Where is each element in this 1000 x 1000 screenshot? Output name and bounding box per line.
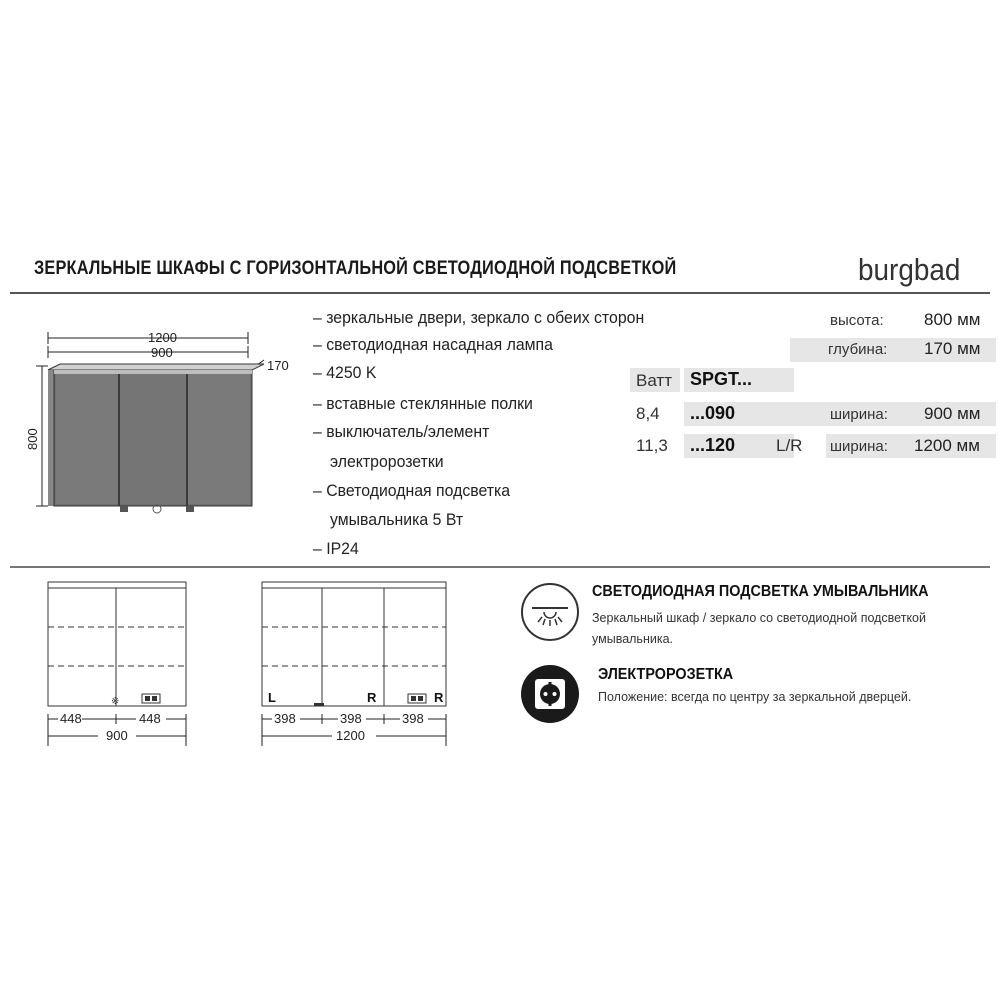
dim-width-outer: 1200 (148, 330, 177, 345)
model-watt: 8,4 (636, 404, 660, 423)
width-value: 900 мм (924, 404, 981, 423)
led-section-title: СВЕТОДИОДНАЯ ПОДСВЕТКА УМЫВАЛЬНИКА (592, 583, 929, 600)
door-label-left: L (268, 690, 276, 705)
dim-total: 900 (106, 728, 128, 743)
section-divider (10, 566, 990, 568)
width-label: ширина: (830, 438, 888, 455)
dim-seg-1: 398 (274, 711, 296, 726)
feature-item: умывальника 5 Вт (330, 511, 464, 529)
model-code: ...120 (690, 435, 736, 455)
front-view-drawing (20, 322, 300, 522)
depth-label: глубина: (828, 341, 888, 358)
feature-item: – Светодиодная подсветка (313, 482, 511, 500)
led-description-2: умывальника. (592, 632, 673, 646)
door-label-right-2: R (434, 690, 444, 705)
width-value: 1200 мм (914, 436, 980, 455)
feature-item: – вставные стеклянные полки (313, 395, 533, 413)
door-label-right: R (367, 690, 377, 705)
brand-logo: burgbad (858, 252, 961, 287)
width-label: ширина: (830, 406, 888, 423)
dim-seg-3: 398 (402, 711, 424, 726)
feature-item: – зеркальные двери, зеркало с обеих сторон (313, 309, 645, 327)
cabinet-900-drawing (40, 576, 200, 752)
socket-section-title: ЭЛЕКТРОРОЗЕТКА (598, 666, 734, 683)
feature-item: – 4250 K (313, 364, 377, 382)
cabinet-1200-drawing (254, 576, 454, 752)
watt-header: Ватт (636, 371, 672, 390)
dim-depth: 170 (267, 358, 289, 373)
height-label: высота: (830, 312, 884, 329)
dim-right: 448 (139, 711, 161, 726)
socket-description: Положение: всегда по центру за зеркальной дверцей. (598, 690, 912, 704)
dim-width-inner: 900 (151, 345, 173, 360)
feature-item: электророзетки (330, 453, 444, 471)
power-socket-icon (520, 664, 580, 724)
dim-total: 1200 (336, 728, 365, 743)
feature-item: – светодиодная насадная лампа (313, 336, 553, 354)
model-side: L/R (776, 436, 803, 455)
page-title: ЗЕРКАЛЬНЫЕ ШКАФЫ С ГОРИЗОНТАЛЬНОЙ СВЕТОДИОДНОЙ ПОДСВЕТКОЙ (34, 258, 677, 279)
depth-value: 170 мм (924, 339, 981, 358)
wash-light-icon (520, 582, 580, 642)
led-description: Зеркальный шкаф / зеркало со светодиодной подсветкой (592, 611, 926, 625)
feature-item: – IP24 (313, 540, 359, 558)
feature-item: – выключатель/элемент (313, 423, 490, 441)
code-header: SPGT... (690, 369, 753, 389)
height-value: 800 мм (924, 310, 981, 329)
dim-left: 448 (60, 711, 82, 726)
svg-text:※: ※ (111, 696, 120, 707)
model-code: ...090 (690, 403, 736, 423)
header-divider (10, 292, 990, 294)
dim-seg-2: 398 (340, 711, 362, 726)
model-watt: 11,3 (636, 436, 668, 455)
dim-height: 800 (25, 428, 40, 450)
